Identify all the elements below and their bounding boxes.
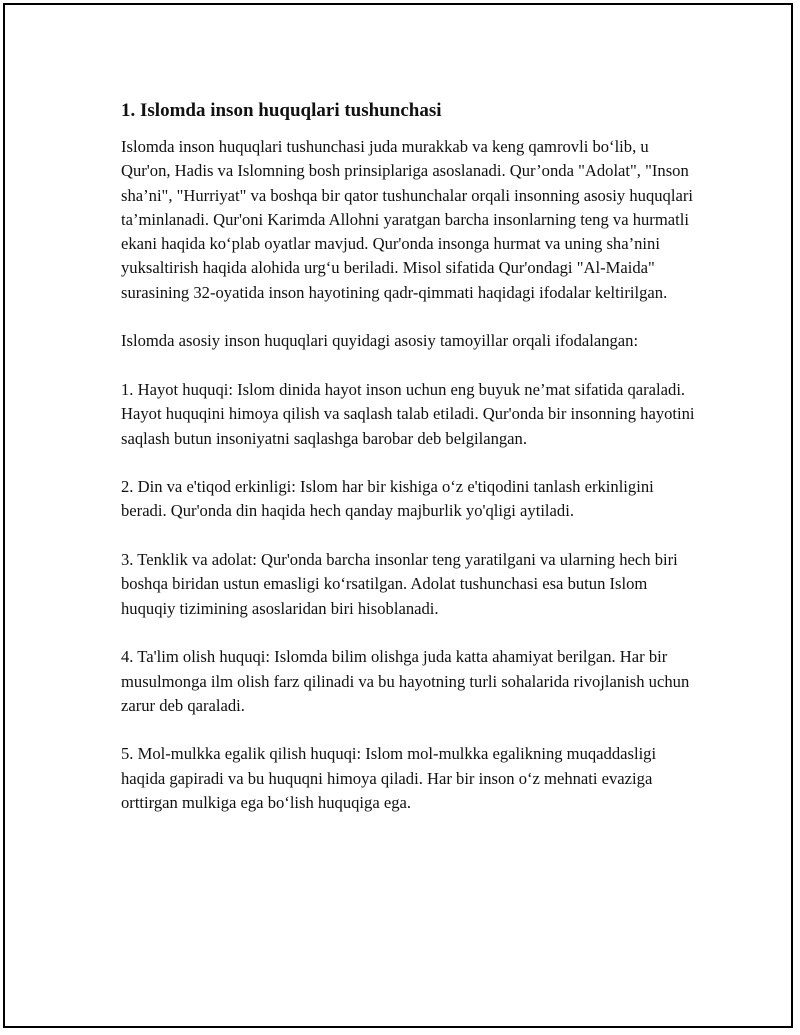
right-to-education-paragraph: 4. Ta'lim olish huquqi: Islomda bilim olishga juda katta ahamiyat berilgan. Har bir musulmonga ilm olish farz qilinadi va bu hayotning turli sohalarida rivojlanish uchun zarur deb qaraladi. [121, 647, 690, 715]
property-rights-paragraph: 5. Mol-mulkka egalik qilish huquqi: Islom mol-mulkka egalikning muqaddasligi haqida gapiradi va bu huquqni himoya qiladi. Har bir inson o‘z mehnati evaziga orttirgan mulkiga ega bo‘lish huquqiga ega. [121, 744, 657, 813]
principles-intro-paragraph: Islomda asosiy inson huquqlari quyidagi asosiy tamoyillar orqali ifodalangan: [121, 331, 639, 351]
page-frame [3, 3, 793, 1028]
section-heading: 1. Islomda inson huquqlari tushunchasi [121, 100, 442, 121]
right-to-life-paragraph: 1. Hayot huquqi: Islom dinida hayot inson uchun eng buyuk ne’mat sifatida qaraladi. Hayot huquqini himoya qilish va saqlash talab etiladi. Qur'onda bir insonning hayotini saqlash butun insoniyatni saqlashga barobar deb belgilangan. [121, 379, 695, 448]
document-body [121, 99, 701, 840]
equality-justice-paragraph: 3. Tenklik va adolat: Qur'onda barcha insonlar teng yaratilgani va ularning hech biri boshqa biridan ustun emasligi ko‘rsatilgan. Adolat tushunchasi esa butun Islom huquqiy tizimining asoslaridan biri hisoblanadi. [121, 550, 678, 618]
freedom-of-religion-paragraph: 2. Din va e'tiqod erkinligi: Islom har bir kishiga o‘z e'tiqodini tanlash erkinligini beradi. Qur'onda din haqida hech qanday majburlik yo'qligi aytiladi. [121, 477, 654, 521]
intro-paragraph: Islomda inson huquqlari tushunchasi juda murakkab va keng qamrovli bo‘lib, u Qur'on, Hadis va Islomning bosh prinsiplariga asoslanadi. Qur’onda "Adolat", "Inson sha’ni", "Hurriyat" va boshqa bir qator tushunchalar orqali insonning asosiy huquqlari ta’minlanadi. Qur'oni Karimda Allohni yaratgan barcha insonlarning teng va hurmatli ekani haqida ko‘plab oyatlar mavjud. Qur'onda insonga hurmat va uning sha’nini yuksaltirish haqida alohida urg‘u beriladi. Misol sifatida Qur'ondagi "Al-Maida" surasining 32-oyatida inson hayotining qadr-qimmati haqidagi ifodalar keltirilgan. [121, 137, 693, 302]
